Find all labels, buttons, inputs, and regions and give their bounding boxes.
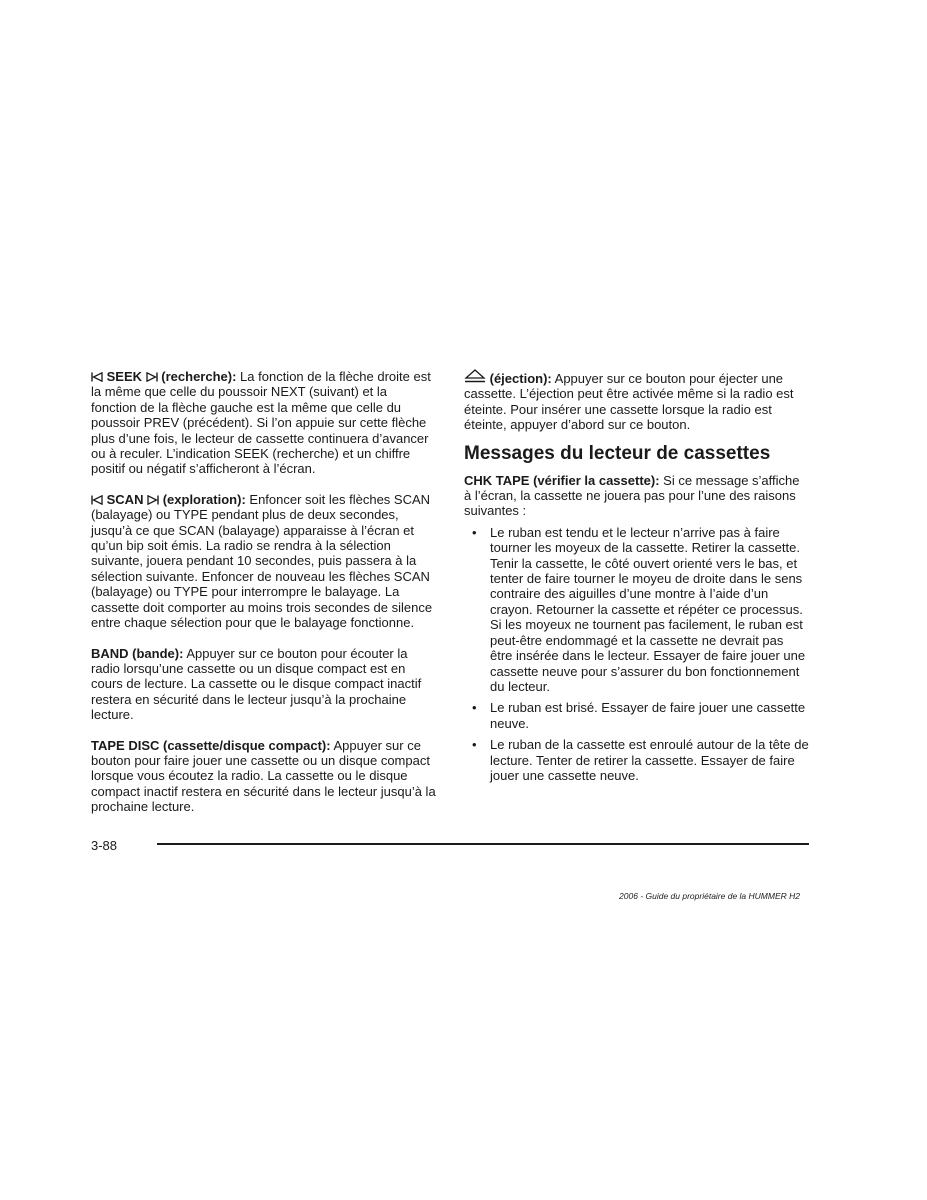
page-number: 3-88 (91, 838, 118, 853)
tape-disc-paragraph (91, 738, 436, 815)
band-term: BAND (bande): (91, 645, 184, 661)
seek-left-icon (91, 372, 103, 382)
eject-icon (464, 369, 486, 383)
list-item: • Le ruban est brisé. Essayer de faire jouer une cassette neuve. (472, 700, 806, 731)
scan-left-icon (91, 495, 103, 505)
scan-label: SCAN (106, 491, 144, 507)
reasons-list (464, 525, 809, 784)
right-column (464, 369, 809, 789)
band-paragraph (91, 646, 436, 723)
left-column (91, 369, 436, 830)
chk-tape-term: CHK TAPE (vérifier la cassette): (464, 472, 660, 488)
footer-caption: 2006 - Guide du propriétaire de la HUMMER H2 (619, 891, 800, 901)
list-item: • Le ruban de la cassette est enroulé autour de la tête de lecture. Tenter de retirer la cassette. Essayer de faire jouer une cassette neuve. (472, 737, 809, 783)
seek-text: La fonction de la flèche droite est la même que celle du poussoir NEXT (suivant) et la fonction de la flèche gauche est la même que celle du poussoir PREV (précédent). Si l’on appuie sur cette flèche plus d’une fois, le lecteur de cassette continuera d’avancer ou à reculer. L’indication SEEK (recherche) et un chiffre positif ou négatif s’afficheront à l’écran. (91, 369, 431, 477)
eject-term: (éjection): (489, 371, 552, 386)
scan-term: (exploration): (162, 491, 246, 507)
seek-term: (recherche): (161, 369, 237, 384)
eject-text: Appuyer sur ce bouton pour éjecter une cassette. L’éjection peut être activée même si la radio est éteinte. Pour insérer une cassette lorsque la radio est éteinte, appuyer d’abord sur ce bouton. (464, 371, 794, 433)
tape-disc-text: Appuyer sur ce bouton pour faire jouer une cassette ou un disque compact lorsque vous écoutez la radio. La cassette ou le disque compact inactif restera en sécurité dans le lecteur jusqu’à la prochaine lecture. (91, 737, 436, 815)
eject-paragraph (464, 369, 809, 433)
tape-disc-term: TAPE DISC (cassette/disque compact): (91, 737, 331, 753)
bullet-icon: • (472, 700, 477, 716)
list-item: • Le ruban est tendu et le lecteur n’arrive pas à faire tourner les moyeux de la cassette. Retirer la cassette. Tenir la cassette, le côté ouvert orienté vers le bas, et tenter de faire tourner le moyeu de droite dans le sens contraire des aiguilles d’une montre à l’aide d’un crayon. Retourner la cassette et répéter ce processus. Si les moyeux ne tournent pas facilement, le ruban est peut-être endommagé et la cassette ne devrait pas être insérée dans le lecteur. Essayer de faire jouer une cassette neuve pour s’assurer du bon fonctionnement du lecteur. (472, 524, 806, 694)
bullet-icon: • (472, 524, 477, 540)
seek-right-icon (146, 372, 158, 382)
band-text: Appuyer sur ce bouton pour écouter la radio lorsqu’une cassette ou un disque compact est en cours de lecture. La cassette ou le disque compact inactif restera en sécurité dans le lecteur jusqu’à la prochaine lecture. (91, 645, 422, 723)
footer-divider (157, 843, 809, 845)
scan-right-icon (147, 495, 159, 505)
chk-tape-paragraph (464, 473, 809, 519)
bullet-icon: • (472, 737, 477, 753)
seek-paragraph (91, 369, 436, 477)
seek-label: SEEK (106, 369, 143, 384)
scan-paragraph (91, 492, 436, 631)
scan-text: Enfoncer soit les flèches SCAN (balayage) ou TYPE pendant plus de deux secondes, jusqu’à ce que SCAN (balayage) apparaisse à l’écran et qu’un bip soit émis. La radio se rendra à la sélection suivante, jouera pendant 10 secondes, puis passera à la sélection suivante. Enfoncer de nouveau les flèches SCAN (balayage) ou TYPE pour interrompre le balayage. La cassette doit comporter au moins trois secondes de silence entre chaque sélection pour que le balayage fonctionne. (91, 491, 433, 631)
chk-tape-text: Si ce message s’affiche à l’écran, la cassette ne jouera pas pour l’une des raisons suivantes : (464, 472, 800, 519)
section-heading: Messages du lecteur de cassettes (464, 442, 771, 464)
